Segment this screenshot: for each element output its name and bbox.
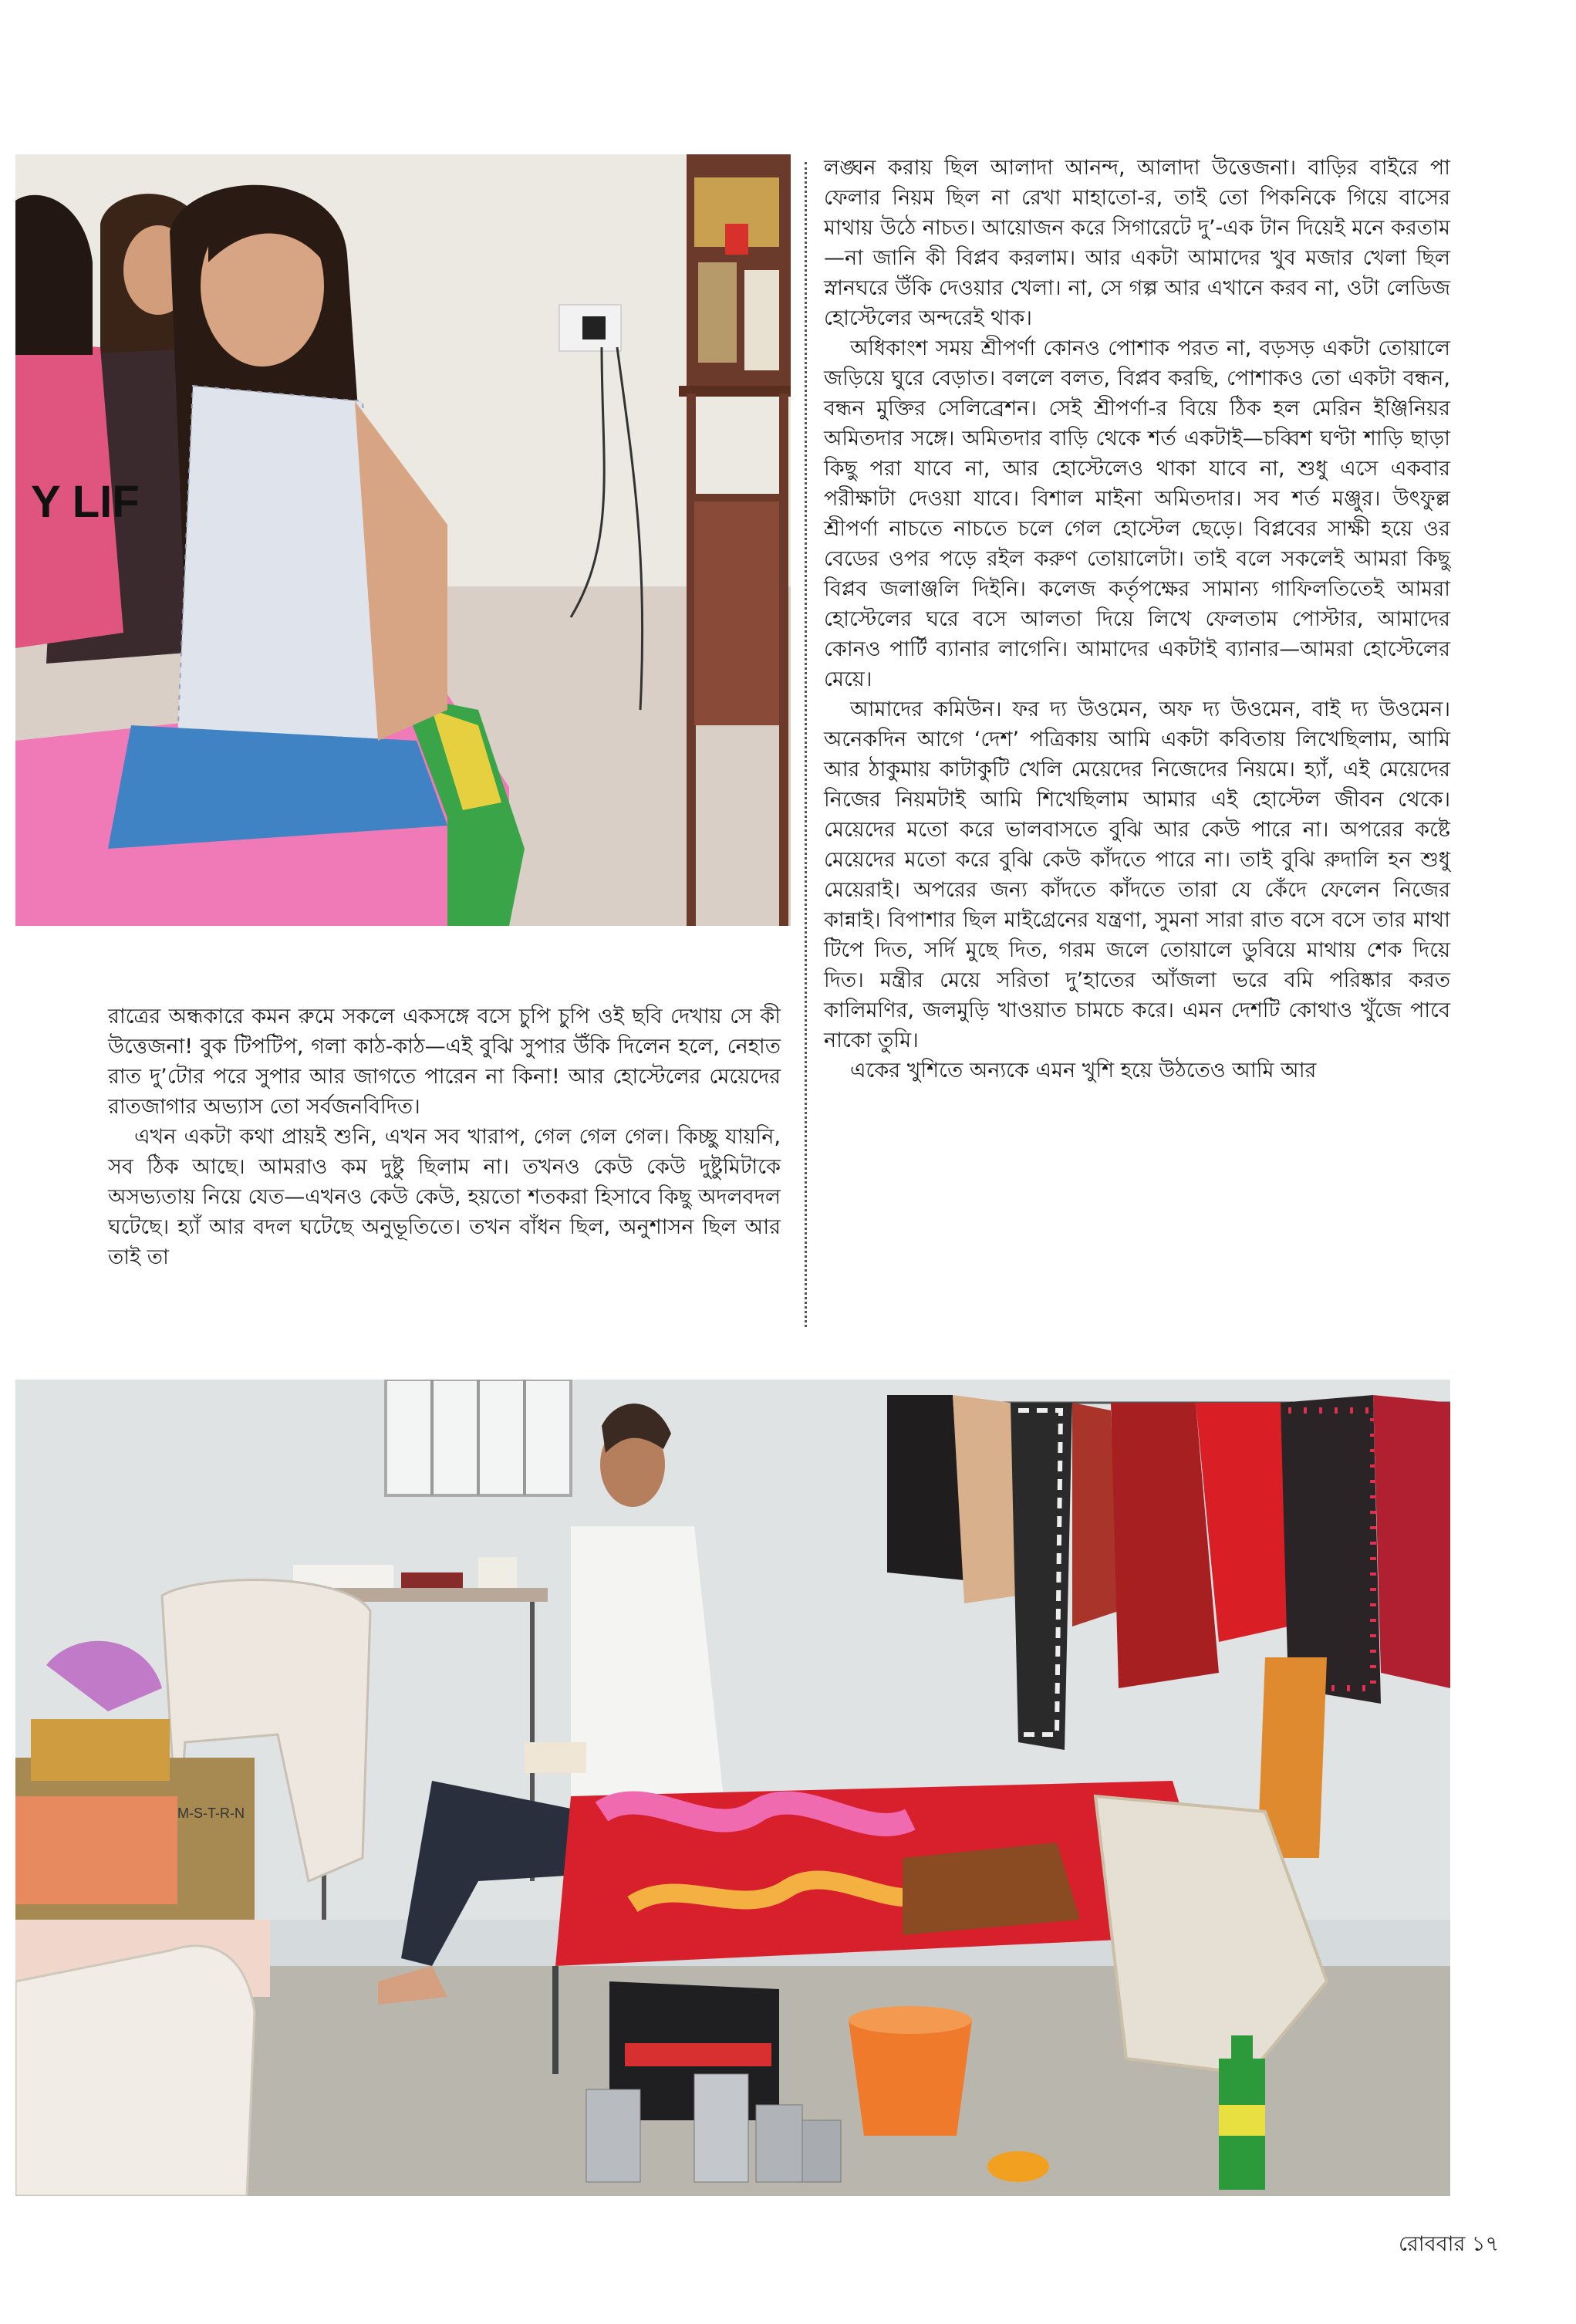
- paragraph: আমাদের কমিউন। ফর দ্য উওমেন, অফ দ্য উওমেন, বাই দ্য উওমেন। অনেকদিন আগে ‘দেশ’ পত্রিকায় আমি একটা কবিতায় লিখেছিলাম, আমি আর ঠাকুমায় কাটাকুটি খেলি মেয়েদের নিজেদের নিয়মে। হ্যাঁ, এই মেয়েদের নিজের নিয়মটাই আমি শিখেছিলাম আমার এই হোস্টেল জীবন থেকে। মেয়েদের মতো করে ভালবাসতে বুঝি আর কেউ পারে না। অপরের কষ্টে মেয়েদের মতো করে বুঝি কেউ কাঁদতে পারে না। তাই বুঝি রুদালি হন শুধু মেয়েরাই। অপরের জন্য কাঁদতে কাঁদতে তারা যে কেঁদে ফেলেন নিজের কান্নাই। বিপাশার ছিল মাইগ্রেনের যন্ত্রণা, সুমনা সারা রাত বসে বসে তার মাথা টিপে দিত, সর্দি মুছে দিত, গরম জলে তোয়ালে ডুবিয়ে মাথায় শেক দিয়ে দিত। মন্ত্রীর মেয়ে সরিতা দু’হাতের আঁজলা ভরে বমি পরিষ্কার করত কালিমণির, জলমুড়ি খাওয়াত চামচে করে। এমন দেশটি কোথাও খুঁজে পাবে নাকো তুমি।: [824, 698, 1450, 1052]
- paragraph: রাত্রের অন্ধকারে কমন রুমে সকলে একসঙ্গে বসে চুপি চুপি ওই ছবি দেখায় সে কী উত্তেজনা! বুক টিপটিপ, গলা কাঠ-কাঠ—এই বুঝি সুপার উঁকি দিলেন হলে, নেহাত রাত দু’টোর পরে সুপার আর জাগতে পারেন না কিনা! আর হোস্টেলের মেয়েদের রাতজাগার অভ্যাস তো সর্বজনবিদিত।: [108, 1005, 781, 1119]
- paragraph: অধিকাংশ সময় শ্রীপর্ণা কোনও পোশাক পরত না, বড়সড় একটা তোয়ালে জড়িয়ে ঘুরে বেড়াত। বললে বলত, বিপ্লব করছি, পোশাকও তো একটা বন্ধন, বন্ধন মুক্তির সেলিব্রেশন। সেই শ্রীপর্ণা-র বিয়ে ঠিক হল মেরিন ইঞ্জিনিয়র অমিতদার সঙ্গে। অমিতদার বাড়ি থেকে শর্ত একটাই—চব্বিশ ঘণ্টা শাড়ি ছাড়া কিছু পরা যাবে না, আর হোস্টেলেও থাকা যাবে না, শুধু এসে একবার পরীক্ষাটা দেওয়া যাবে। বিশাল মাইনা অমিতদার। সব শর্ত মঞ্জুর। উৎফুল্ল শ্রীপর্ণা নাচতে নাচতে চলে গেল হোস্টেল ছেড়ে। বিপ্লবের সাক্ষী হয়ে ওর বেডের ওপর পড়ে রইল করুণ তোয়ালেটা। তাই বলে সকলেই আমরা কিছু বিপ্লব জলাঞ্জলি দিইনি। কলেজ কর্তৃপক্ষের সামান্য গাফিলতিতেই আমরা হোস্টেলের ঘরে বসে আলতা দিয়ে লিখে ফেলতাম পোস্টার, আমাদের কোনও পার্টি ব্যানার লাগেনি। আমাদের একটাই ব্যানার—আমরা হোস্টেলের মেয়ে।: [824, 336, 1450, 691]
- paragraph: এখন একটা কথা প্রায়ই শুনি, এখন সব খারাপ, গেল গেল গেল। কিচ্ছু যায়নি, সব ঠিক আছে। আমরাও কম দুষ্টু ছিলাম না। তখনও কেউ কেউ দুষ্টুমিটাকে অসভ্যতায় নিয়ে যেত—এখনও কেউ কেউ, হয়তো শতকরা হিসাবে কিছু অদলবদল ঘটেছে। হ্যাঁ আর বদল ঘটেছে অনুভূতিতে। তখন বাঁধন ছিল, অনুশাসন ছিল আর তাই তা: [108, 1125, 781, 1269]
- page-footer: রোববার ১৭: [1398, 2232, 1499, 2256]
- article-column-left-bottom: [108, 1002, 781, 1341]
- paragraph: লঙ্ঘন করায় ছিল আলাদা আনন্দ, আলাদা উত্তেজনা। বাড়ির বাইরে পা ফেলার নিয়ম ছিল না রেখা মাহাতো-র, তাই তো পিকনিকে গিয়ে বাসের মাথায় উঠে নাচত। আয়োজন করে সিগারেটে দু’-এক টান দিয়েই মনে করতাম—না জানি কী বিপ্লব করলাম। আর একটা আমাদের খুব মজার খেলা ছিল স্নানঘরে উঁকি দেওয়ার খেলা। না, সে গল্প আর এখানে করব না, ওটা লেডিজ হোস্টেলের অন্দরেই থাক।: [824, 156, 1450, 330]
- chair-tag: M-S-T-R-N: [177, 1805, 245, 1821]
- paragraph: একের খুশিতে অন্যকে এমন খুশি হয়ে উঠতেও আমি আর: [850, 1059, 1317, 1083]
- photo-hostel-room: [15, 1380, 1450, 2196]
- article-column-right-top: [824, 153, 1450, 1341]
- column-divider: [805, 162, 807, 1327]
- photo-hostel-girls-on-bed: [15, 154, 791, 926]
- shirt-text: Y LIF: [31, 477, 140, 527]
